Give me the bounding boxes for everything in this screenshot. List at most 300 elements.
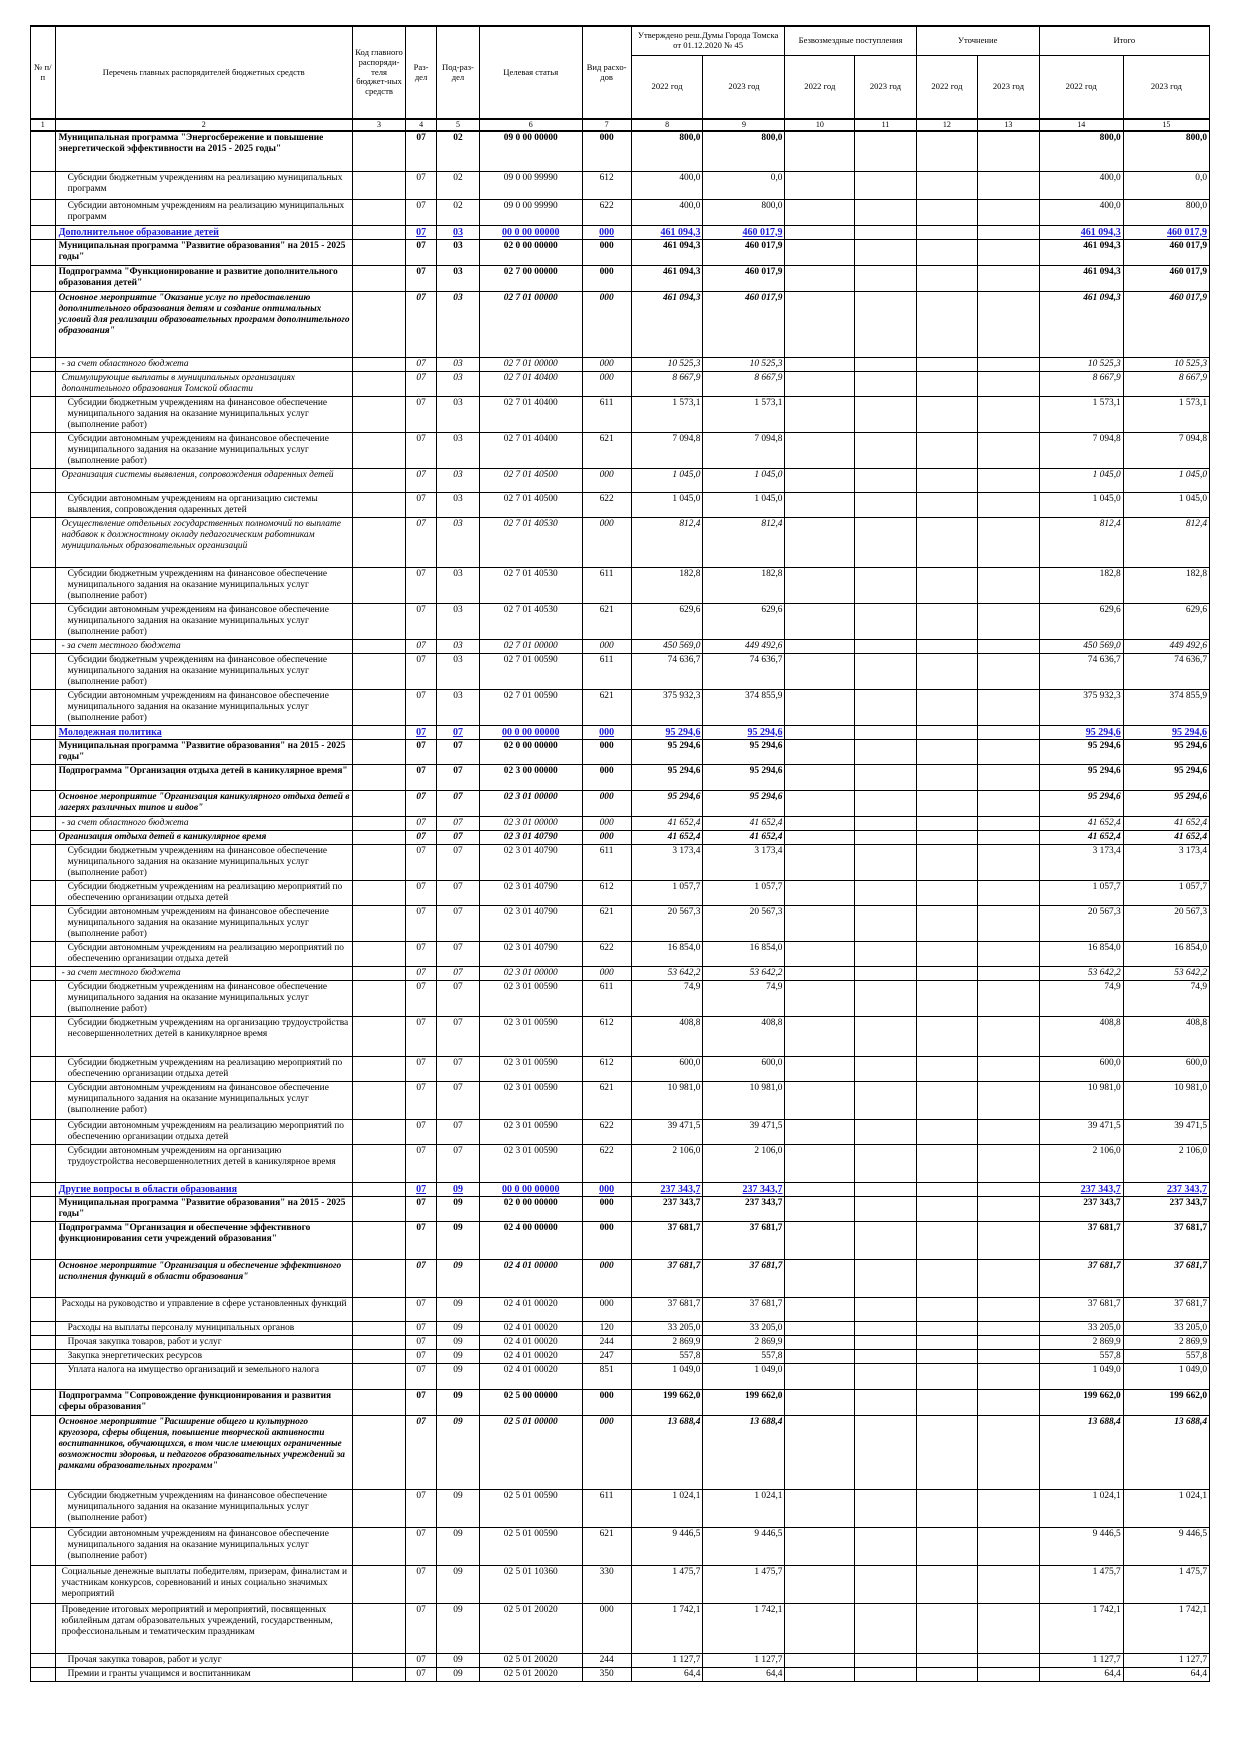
cell-code — [352, 689, 405, 725]
cell-podrazdel: 03 — [436, 265, 479, 291]
cell-vid: 621 — [582, 432, 631, 468]
cell-name: - за счет областного бюджета — [55, 357, 352, 371]
cell-target: 02 3 01 00590 — [479, 1144, 582, 1182]
cell-name: - за счет областного бюджета — [55, 816, 352, 830]
cell-num — [31, 816, 56, 830]
cell-clarify-2022 — [916, 225, 978, 239]
cell-free-2023 — [855, 1081, 917, 1119]
cell-free-2022 — [785, 1527, 855, 1565]
cell-free-2023 — [855, 1259, 917, 1297]
cell-total-2022: 461 094,3 — [1039, 265, 1123, 291]
cell-free-2023 — [855, 966, 917, 980]
cell-vid: 000 — [582, 239, 631, 265]
cell-approved-2023: 9 446,5 — [703, 1527, 785, 1565]
cell-vid: 000 — [582, 739, 631, 764]
cell-free-2023 — [855, 603, 917, 639]
table-row — [31, 1259, 1210, 1297]
cell-target: 02 4 01 00020 — [479, 1349, 582, 1363]
column-number: 10 — [785, 119, 855, 131]
cell-num — [31, 239, 56, 265]
cell-razdel: 07 — [406, 1016, 437, 1056]
cell-free-2022 — [785, 880, 855, 905]
cell-code — [352, 1363, 405, 1389]
cell-razdel: 07 — [406, 905, 437, 941]
cell-num — [31, 639, 56, 653]
cell-vid: 000 — [582, 1297, 631, 1321]
cell-free-2022 — [785, 1196, 855, 1221]
cell-podrazdel: 07 — [436, 816, 479, 830]
cell-target: 02 4 01 00020 — [479, 1297, 582, 1321]
cell-name: Субсидии бюджетным учреждениям на реализацию муниципальных программ — [55, 171, 352, 199]
cell-total-2022: 37 681,7 — [1039, 1259, 1123, 1297]
cell-approved-2022: 13 688,4 — [631, 1415, 703, 1489]
cell-num — [31, 1259, 56, 1297]
table-row — [31, 639, 1210, 653]
cell-num — [31, 468, 56, 492]
cell-approved-2022: 1 127,7 — [631, 1653, 703, 1667]
cell-approved-2023: 629,6 — [703, 603, 785, 639]
cell-vid: 622 — [582, 1144, 631, 1182]
cell-name: Организация отдыха детей в каникулярное время — [55, 830, 352, 844]
cell-podrazdel: 07 — [436, 980, 479, 1016]
cell-clarify-2022 — [916, 1363, 978, 1389]
cell-approved-2023: 39 471,5 — [703, 1119, 785, 1144]
cell-vid: 621 — [582, 1527, 631, 1565]
cell-razdel: 07 — [406, 517, 437, 567]
cell-name: Субсидии бюджетным учреждениям на финансовое обеспечение муниципального задания на оказание муниципальных услуг (выполнение работ) — [55, 844, 352, 880]
cell-free-2022 — [785, 1016, 855, 1056]
cell-free-2022 — [785, 468, 855, 492]
cell-free-2023 — [855, 639, 917, 653]
cell-approved-2022: 95 294,6 — [631, 739, 703, 764]
cell-clarify-2023 — [978, 905, 1040, 941]
cell-vid: 000 — [582, 1221, 631, 1259]
cell-free-2022 — [785, 725, 855, 739]
cell-total-2022: 629,6 — [1039, 603, 1123, 639]
cell-approved-2022: 1 045,0 — [631, 492, 703, 517]
cell-code — [352, 468, 405, 492]
table-row — [31, 1389, 1210, 1415]
cell-approved-2023: 1 045,0 — [703, 492, 785, 517]
column-number: 3 — [352, 119, 405, 131]
cell-clarify-2022 — [916, 1389, 978, 1415]
cell-approved-2023: 1 573,1 — [703, 396, 785, 432]
table-row — [31, 830, 1210, 844]
cell-total-2023: 95 294,6 — [1123, 739, 1209, 764]
header-razdel: Раз-дел — [406, 26, 437, 119]
cell-num — [31, 653, 56, 689]
header-approved-group: Утверждено реш.Думы Города Томска от 01.12.2020 № 45 — [631, 26, 785, 56]
cell-free-2022 — [785, 1221, 855, 1259]
cell-free-2023 — [855, 1119, 917, 1144]
cell-total-2023: 812,4 — [1123, 517, 1209, 567]
cell-name: Премии и гранты учащимся и воспитанникам — [55, 1667, 352, 1681]
cell-total-2022: 600,0 — [1039, 1056, 1123, 1081]
column-number: 4 — [406, 119, 437, 131]
cell-free-2022 — [785, 816, 855, 830]
cell-razdel: 07 — [406, 1389, 437, 1415]
cell-free-2023 — [855, 689, 917, 725]
cell-clarify-2022 — [916, 653, 978, 689]
cell-name: Субсидии бюджетным учреждениям на организацию трудоустройства несовершеннолетних детей в каникулярное время — [55, 1016, 352, 1056]
cell-name: Субсидии автономным учреждениям на финансовое обеспечение муниципального задания на оказание муниципальных услуг (выполнение работ) — [55, 603, 352, 639]
cell-approved-2022: 7 094,8 — [631, 432, 703, 468]
cell-total-2023: 33 205,0 — [1123, 1321, 1209, 1335]
cell-podrazdel: 03 — [436, 225, 479, 239]
cell-name: Субсидии бюджетным учреждениям на финансовое обеспечение муниципального задания на оказание муниципальных услуг (выполнение работ) — [55, 567, 352, 603]
cell-free-2023 — [855, 239, 917, 265]
cell-clarify-2022 — [916, 1489, 978, 1527]
cell-name: Основное мероприятие "Организация каникулярного отдыха детей в лагерях различных типов и видов" — [55, 790, 352, 816]
cell-podrazdel: 07 — [436, 1081, 479, 1119]
cell-clarify-2023 — [978, 739, 1040, 764]
cell-clarify-2022 — [916, 1565, 978, 1603]
cell-free-2022 — [785, 171, 855, 199]
cell-clarify-2023 — [978, 1565, 1040, 1603]
cell-num — [31, 830, 56, 844]
cell-podrazdel: 09 — [436, 1363, 479, 1389]
cell-approved-2023: 95 294,6 — [703, 764, 785, 790]
budget-table — [30, 25, 1210, 1682]
cell-clarify-2023 — [978, 1297, 1040, 1321]
cell-total-2022: 2 869,9 — [1039, 1335, 1123, 1349]
cell-target: 02 7 01 40400 — [479, 396, 582, 432]
cell-clarify-2022 — [916, 1321, 978, 1335]
cell-code — [352, 1527, 405, 1565]
header-podrazdel: Под-раз-дел — [436, 26, 479, 119]
cell-approved-2023: 7 094,8 — [703, 432, 785, 468]
cell-razdel: 07 — [406, 844, 437, 880]
cell-total-2022: 1 045,0 — [1039, 492, 1123, 517]
cell-clarify-2023 — [978, 1415, 1040, 1489]
cell-razdel: 07 — [406, 291, 437, 357]
cell-vid: 000 — [582, 517, 631, 567]
cell-approved-2023: 1 024,1 — [703, 1489, 785, 1527]
cell-approved-2022: 95 294,6 — [631, 764, 703, 790]
table-row — [31, 567, 1210, 603]
cell-podrazdel: 07 — [436, 1016, 479, 1056]
cell-approved-2022: 8 667,9 — [631, 371, 703, 396]
cell-clarify-2022 — [916, 764, 978, 790]
cell-total-2022: 64,4 — [1039, 1667, 1123, 1681]
cell-clarify-2022 — [916, 1349, 978, 1363]
header-year-2023: 2023 год — [1123, 56, 1209, 120]
cell-clarify-2023 — [978, 239, 1040, 265]
header-vid: Вид расхо-дов — [582, 26, 631, 119]
cell-target: 02 4 01 00000 — [479, 1259, 582, 1297]
cell-clarify-2023 — [978, 1335, 1040, 1349]
cell-total-2022: 16 854,0 — [1039, 941, 1123, 966]
cell-num — [31, 1321, 56, 1335]
cell-free-2022 — [785, 844, 855, 880]
cell-podrazdel: 03 — [436, 517, 479, 567]
cell-free-2023 — [855, 396, 917, 432]
cell-clarify-2023 — [978, 371, 1040, 396]
cell-podrazdel: 03 — [436, 689, 479, 725]
cell-free-2023 — [855, 725, 917, 739]
cell-total-2022: 461 094,3 — [1039, 225, 1123, 239]
cell-podrazdel: 03 — [436, 371, 479, 396]
cell-total-2023: 20 567,3 — [1123, 905, 1209, 941]
cell-free-2023 — [855, 1565, 917, 1603]
cell-code — [352, 1144, 405, 1182]
cell-name: Субсидии бюджетным учреждениям на финансовое обеспечение муниципального задания на оказание муниципальных услуг (выполнение работ) — [55, 1489, 352, 1527]
cell-free-2023 — [855, 432, 917, 468]
cell-free-2023 — [855, 1196, 917, 1221]
cell-name: Проведение итоговых мероприятий и мероприятий, посвященных юбилейным датам образовательных учреждений, государственным, профессиональным и тематическим праздникам — [55, 1603, 352, 1653]
cell-approved-2023: 10 525,3 — [703, 357, 785, 371]
cell-vid: 000 — [582, 225, 631, 239]
cell-razdel: 07 — [406, 239, 437, 265]
table-row — [31, 1653, 1210, 1667]
cell-podrazdel: 09 — [436, 1527, 479, 1565]
cell-razdel: 07 — [406, 1056, 437, 1081]
cell-clarify-2022 — [916, 291, 978, 357]
cell-clarify-2022 — [916, 1603, 978, 1653]
cell-num — [31, 603, 56, 639]
cell-num — [31, 492, 56, 517]
cell-free-2022 — [785, 603, 855, 639]
column-number: 7 — [582, 119, 631, 131]
cell-clarify-2023 — [978, 265, 1040, 291]
cell-total-2023: 9 446,5 — [1123, 1527, 1209, 1565]
cell-clarify-2023 — [978, 1016, 1040, 1056]
cell-approved-2023: 3 173,4 — [703, 844, 785, 880]
cell-code — [352, 396, 405, 432]
cell-total-2023: 41 652,4 — [1123, 830, 1209, 844]
cell-target: 02 0 00 00000 — [479, 739, 582, 764]
cell-total-2023: 13 688,4 — [1123, 1415, 1209, 1489]
cell-approved-2023: 460 017,9 — [703, 291, 785, 357]
table-row — [31, 396, 1210, 432]
table-row — [31, 171, 1210, 199]
cell-clarify-2022 — [916, 1016, 978, 1056]
cell-clarify-2022 — [916, 739, 978, 764]
table-row — [31, 1349, 1210, 1363]
cell-code — [352, 265, 405, 291]
cell-name: Муниципальная программа "Развитие образования" на 2015 - 2025 годы" — [55, 239, 352, 265]
cell-name: Подпрограмма "Сопровождение функционирования и развития сферы образования" — [55, 1389, 352, 1415]
table-row — [31, 492, 1210, 517]
cell-code — [352, 816, 405, 830]
cell-razdel: 07 — [406, 199, 437, 225]
cell-clarify-2023 — [978, 1667, 1040, 1681]
cell-free-2022 — [785, 432, 855, 468]
table-row — [31, 1565, 1210, 1603]
cell-free-2022 — [785, 905, 855, 941]
cell-clarify-2023 — [978, 941, 1040, 966]
cell-free-2022 — [785, 396, 855, 432]
cell-code — [352, 1016, 405, 1056]
cell-code — [352, 1565, 405, 1603]
cell-target: 02 3 01 00590 — [479, 1056, 582, 1081]
cell-vid: 621 — [582, 689, 631, 725]
cell-total-2023: 1 049,0 — [1123, 1363, 1209, 1389]
cell-total-2023: 39 471,5 — [1123, 1119, 1209, 1144]
cell-num — [31, 396, 56, 432]
cell-approved-2022: 37 681,7 — [631, 1297, 703, 1321]
cell-vid: 611 — [582, 980, 631, 1016]
cell-podrazdel: 07 — [436, 764, 479, 790]
cell-free-2023 — [855, 1297, 917, 1321]
cell-total-2022: 375 932,3 — [1039, 689, 1123, 725]
cell-clarify-2023 — [978, 1349, 1040, 1363]
cell-num — [31, 291, 56, 357]
cell-razdel: 07 — [406, 816, 437, 830]
cell-podrazdel: 03 — [436, 396, 479, 432]
cell-podrazdel: 07 — [436, 880, 479, 905]
cell-free-2022 — [785, 517, 855, 567]
header-total-group: Итого — [1039, 26, 1209, 56]
header-year-2022: 2022 год — [916, 56, 978, 120]
cell-total-2022: 2 106,0 — [1039, 1144, 1123, 1182]
table-row — [31, 1321, 1210, 1335]
cell-total-2022: 95 294,6 — [1039, 725, 1123, 739]
cell-approved-2023: 1 742,1 — [703, 1603, 785, 1653]
table-row — [31, 689, 1210, 725]
table-row — [31, 1144, 1210, 1182]
cell-razdel: 07 — [406, 432, 437, 468]
cell-num — [31, 1415, 56, 1489]
cell-code — [352, 1081, 405, 1119]
table-row — [31, 357, 1210, 371]
cell-total-2023: 0,0 — [1123, 171, 1209, 199]
cell-total-2023: 10 981,0 — [1123, 1081, 1209, 1119]
cell-num — [31, 131, 56, 171]
cell-num — [31, 1221, 56, 1259]
table-row — [31, 199, 1210, 225]
cell-approved-2023: 460 017,9 — [703, 265, 785, 291]
table-row — [31, 131, 1210, 171]
cell-clarify-2022 — [916, 567, 978, 603]
cell-free-2022 — [785, 225, 855, 239]
cell-total-2022: 182,8 — [1039, 567, 1123, 603]
table-row — [31, 739, 1210, 764]
cell-total-2023: 64,4 — [1123, 1667, 1209, 1681]
cell-razdel: 07 — [406, 225, 437, 239]
cell-vid: 621 — [582, 603, 631, 639]
cell-razdel: 07 — [406, 830, 437, 844]
cell-total-2023: 629,6 — [1123, 603, 1209, 639]
cell-target: 02 7 01 00590 — [479, 653, 582, 689]
cell-podrazdel: 03 — [436, 603, 479, 639]
cell-clarify-2022 — [916, 396, 978, 432]
cell-podrazdel: 09 — [436, 1321, 479, 1335]
cell-clarify-2022 — [916, 171, 978, 199]
cell-free-2023 — [855, 1415, 917, 1489]
cell-vid: 000 — [582, 468, 631, 492]
cell-clarify-2022 — [916, 1335, 978, 1349]
cell-clarify-2022 — [916, 905, 978, 941]
cell-clarify-2023 — [978, 764, 1040, 790]
cell-code — [352, 653, 405, 689]
cell-target: 02 7 01 40500 — [479, 468, 582, 492]
cell-razdel: 07 — [406, 1349, 437, 1363]
cell-total-2023: 1 475,7 — [1123, 1565, 1209, 1603]
cell-razdel: 07 — [406, 1144, 437, 1182]
cell-name: Субсидии автономным учреждениям на финансовое обеспечение муниципального задания на оказание муниципальных услуг (выполнение работ) — [55, 1527, 352, 1565]
cell-approved-2023: 2 869,9 — [703, 1335, 785, 1349]
cell-clarify-2022 — [916, 816, 978, 830]
cell-free-2022 — [785, 1603, 855, 1653]
cell-total-2022: 199 662,0 — [1039, 1389, 1123, 1415]
cell-num — [31, 844, 56, 880]
cell-razdel: 07 — [406, 1119, 437, 1144]
cell-code — [352, 517, 405, 567]
cell-clarify-2023 — [978, 1321, 1040, 1335]
cell-free-2023 — [855, 830, 917, 844]
cell-approved-2022: 3 173,4 — [631, 844, 703, 880]
cell-vid: 621 — [582, 905, 631, 941]
cell-free-2023 — [855, 844, 917, 880]
cell-podrazdel: 03 — [436, 432, 479, 468]
cell-total-2023: 557,8 — [1123, 1349, 1209, 1363]
cell-razdel: 07 — [406, 1667, 437, 1681]
cell-clarify-2022 — [916, 131, 978, 171]
cell-num — [31, 1196, 56, 1221]
cell-clarify-2022 — [916, 1667, 978, 1681]
cell-code — [352, 1259, 405, 1297]
cell-total-2022: 95 294,6 — [1039, 739, 1123, 764]
table-row — [31, 1667, 1210, 1681]
cell-total-2023: 374 855,9 — [1123, 689, 1209, 725]
cell-podrazdel: 07 — [436, 941, 479, 966]
cell-clarify-2022 — [916, 639, 978, 653]
cell-free-2023 — [855, 1363, 917, 1389]
cell-total-2023: 1 057,7 — [1123, 880, 1209, 905]
cell-name: Основное мероприятие "Расширение общего и культурного кругозора, сферы общения, повышение творческой активности воспитанников, обучающихся, в том числе имеющих ограниченные возможности здоровья, и педагогов образовательных учреждений за рамками образовательных программ" — [55, 1415, 352, 1489]
cell-total-2022: 812,4 — [1039, 517, 1123, 567]
cell-total-2023: 8 667,9 — [1123, 371, 1209, 396]
cell-free-2023 — [855, 468, 917, 492]
table-row — [31, 265, 1210, 291]
table-row — [31, 1196, 1210, 1221]
table-row — [31, 764, 1210, 790]
cell-num — [31, 1119, 56, 1144]
cell-total-2022: 1 024,1 — [1039, 1489, 1123, 1527]
cell-clarify-2023 — [978, 880, 1040, 905]
cell-free-2023 — [855, 880, 917, 905]
column-number: 12 — [916, 119, 978, 131]
cell-free-2023 — [855, 790, 917, 816]
cell-name: Расходы на руководство и управление в сфере установленных функций — [55, 1297, 352, 1321]
cell-vid: 000 — [582, 816, 631, 830]
cell-total-2022: 1 057,7 — [1039, 880, 1123, 905]
cell-num — [31, 689, 56, 725]
cell-num — [31, 1603, 56, 1653]
cell-vid: 621 — [582, 1081, 631, 1119]
cell-total-2022: 7 094,8 — [1039, 432, 1123, 468]
cell-approved-2023: 2 106,0 — [703, 1144, 785, 1182]
cell-approved-2022: 461 094,3 — [631, 239, 703, 265]
cell-vid: 000 — [582, 131, 631, 171]
cell-razdel: 07 — [406, 1259, 437, 1297]
cell-approved-2022: 400,0 — [631, 199, 703, 225]
cell-free-2022 — [785, 357, 855, 371]
cell-approved-2022: 37 681,7 — [631, 1221, 703, 1259]
cell-approved-2022: 199 662,0 — [631, 1389, 703, 1415]
cell-podrazdel: 07 — [436, 1056, 479, 1081]
cell-approved-2023: 8 667,9 — [703, 371, 785, 396]
cell-free-2022 — [785, 830, 855, 844]
cell-target: 02 7 01 40530 — [479, 567, 582, 603]
cell-total-2022: 1 573,1 — [1039, 396, 1123, 432]
cell-razdel: 07 — [406, 357, 437, 371]
cell-clarify-2022 — [916, 1653, 978, 1667]
cell-target: 09 0 00 00000 — [479, 131, 582, 171]
cell-code — [352, 880, 405, 905]
cell-num — [31, 171, 56, 199]
